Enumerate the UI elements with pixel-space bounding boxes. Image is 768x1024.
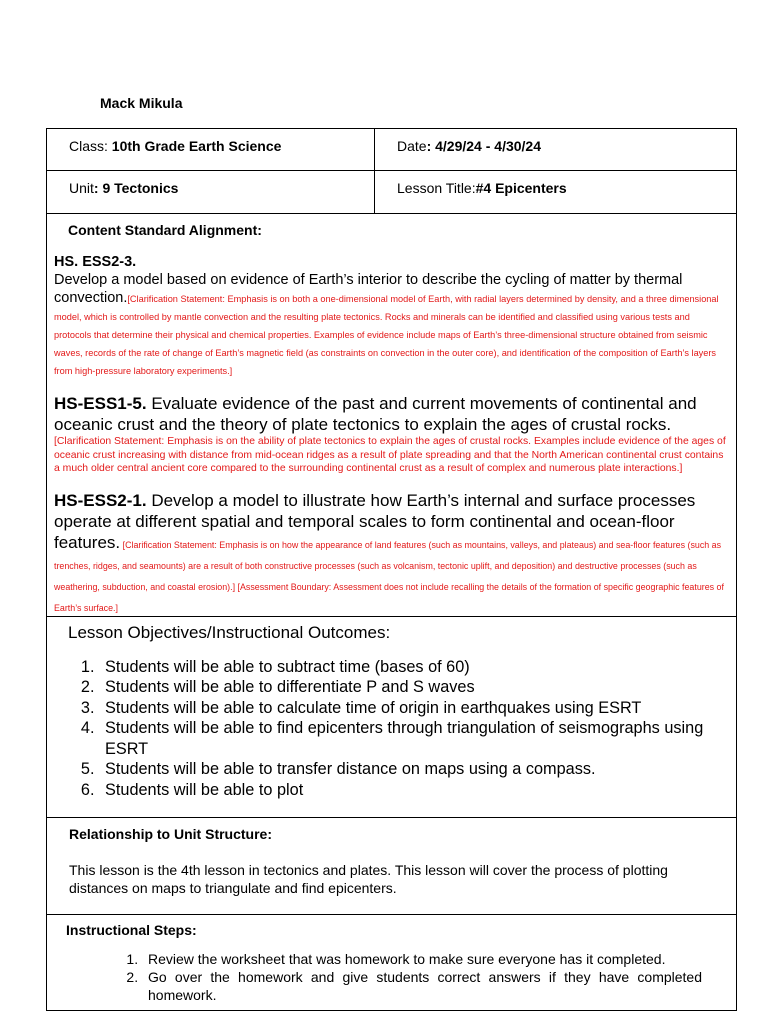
clarification-statement: [Clarification Statement: Emphasis is on how the appearance of land features (such as mountains, valleys, and plateaus) and sea-floor features (such as trenches, ridges, and seamounts) are a result of both constructive processes (such as volcanism, tectonic uplift, and deposition) and destructive processes (such as weathering, subduction, and coastal erosion).] [Assessment Boundary: Assessment does not include recalling the details of the formation of specific geographic features of Earth’s surface.] xyxy=(54,539,724,613)
standard-ess2-1 xyxy=(47,490,736,616)
unit-value: : 9 Tectonics xyxy=(93,180,179,196)
standard-id: HS-ESS1-5. xyxy=(54,394,147,413)
list-item: 6. Students will be able to plot xyxy=(99,780,736,801)
lesson-plan-table xyxy=(46,128,737,1011)
lesson-title-cell xyxy=(375,171,737,214)
objectives-list xyxy=(47,657,736,801)
list-item: 2. Go over the homework and give students correct answers if they have completed homework. xyxy=(142,968,702,1004)
class-cell xyxy=(47,129,375,171)
clarification-statement: [Clarification Statement: Emphasis is on both a one-dimensional model of Earth, with radial layers determined by density, and a three dimensional model, which is controlled by mantle convection and the resulting plate tectonics. Rocks and minerals can be identified and classified using various tests and protocols that determine their physical and chemical properties. Examples of evidence include maps of Earth’s three-dimensional structure obtained from seismic waves, records of the rate of change of Earth’s magnetic field (as constraints on convection in the outer core), and identification of the composition of Earth’s layers from high-pressure laboratory experiments.] xyxy=(54,294,719,376)
content-standard-heading: Content Standard Alignment: xyxy=(68,222,262,238)
class-value: 10th Grade Earth Science xyxy=(111,138,282,154)
relationship-heading: Relationship to Unit Structure: xyxy=(69,825,272,842)
standard-id: HS-ESS2-1. xyxy=(54,490,147,510)
standard-text: Develop a model to illustrate how Earth’s internal and surface processes operate at different spatial and temporal scales to form continental and ocean-floor features. xyxy=(54,490,696,552)
unit-cell xyxy=(47,171,375,214)
list-item: 5. Students will be able to transfer distance on maps using a compass. xyxy=(99,759,736,780)
author-name: Mack Mikula xyxy=(100,95,183,111)
clarification-statement: [Clarification Statement: Emphasis is on the ability of plate tectonics to explain the ages of crustal rocks. Examples include evidence of the ages of oceanic crust increasing with distance from mid-ocean ridges as a result of plate spreading and that the North American continental crust contains a much older central ancient core compared to the surrounding continental crust as a result of complex and numerous plate interactions.] xyxy=(54,436,726,474)
list-item: 1. Review the worksheet that was homework to make sure everyone has it completed. xyxy=(142,950,702,968)
content-standard-section xyxy=(47,214,737,617)
list-item: 2. Students will be able to differentiate P and S waves xyxy=(99,677,736,698)
objectives-section xyxy=(47,616,737,817)
standard-ess1-5 xyxy=(47,393,736,476)
standard-text: Evaluate evidence of the past and current movements of continental and oceanic crust and the theory of plate tectonics to explain the ages of crustal rocks. xyxy=(54,394,697,434)
list-item: 4. Students will be able to find epicenters through triangulation of seismographs using ESRT xyxy=(99,718,736,759)
date-value: : 4/29/24 - 4/30/24 xyxy=(426,138,541,154)
lesson-title-value: #4 Epicenters xyxy=(475,180,567,196)
unit-label: Unit xyxy=(69,180,94,196)
relationship-section xyxy=(47,817,737,914)
instructional-steps-section xyxy=(47,914,737,1010)
objectives-heading: Lesson Objectives/Instructional Outcomes: xyxy=(68,622,391,642)
standard-ess2-3 xyxy=(47,253,736,379)
standard-text: Develop a model based on evidence of Earth’s interior to describe the cycling of matter by thermal convection. xyxy=(54,272,683,306)
standard-id: HS. ESS2-3. xyxy=(54,254,137,270)
list-item: 1. Students will be able to subtract time (bases of 60) xyxy=(99,657,736,678)
relationship-text: This lesson is the 4th lesson in tectonics and plates. This lesson will cover the process of plotting distances on maps to triangulate and find epicenters. xyxy=(69,861,668,896)
date-cell xyxy=(375,129,737,171)
steps-list xyxy=(47,950,736,1004)
lesson-title-label: Lesson Title: xyxy=(397,180,476,196)
class-label: Class: xyxy=(69,138,112,154)
instructional-steps-heading: Instructional Steps: xyxy=(66,921,197,938)
date-label: Date xyxy=(397,138,427,154)
list-item: 3. Students will be able to calculate time of origin in earthquakes using ESRT xyxy=(99,698,736,719)
